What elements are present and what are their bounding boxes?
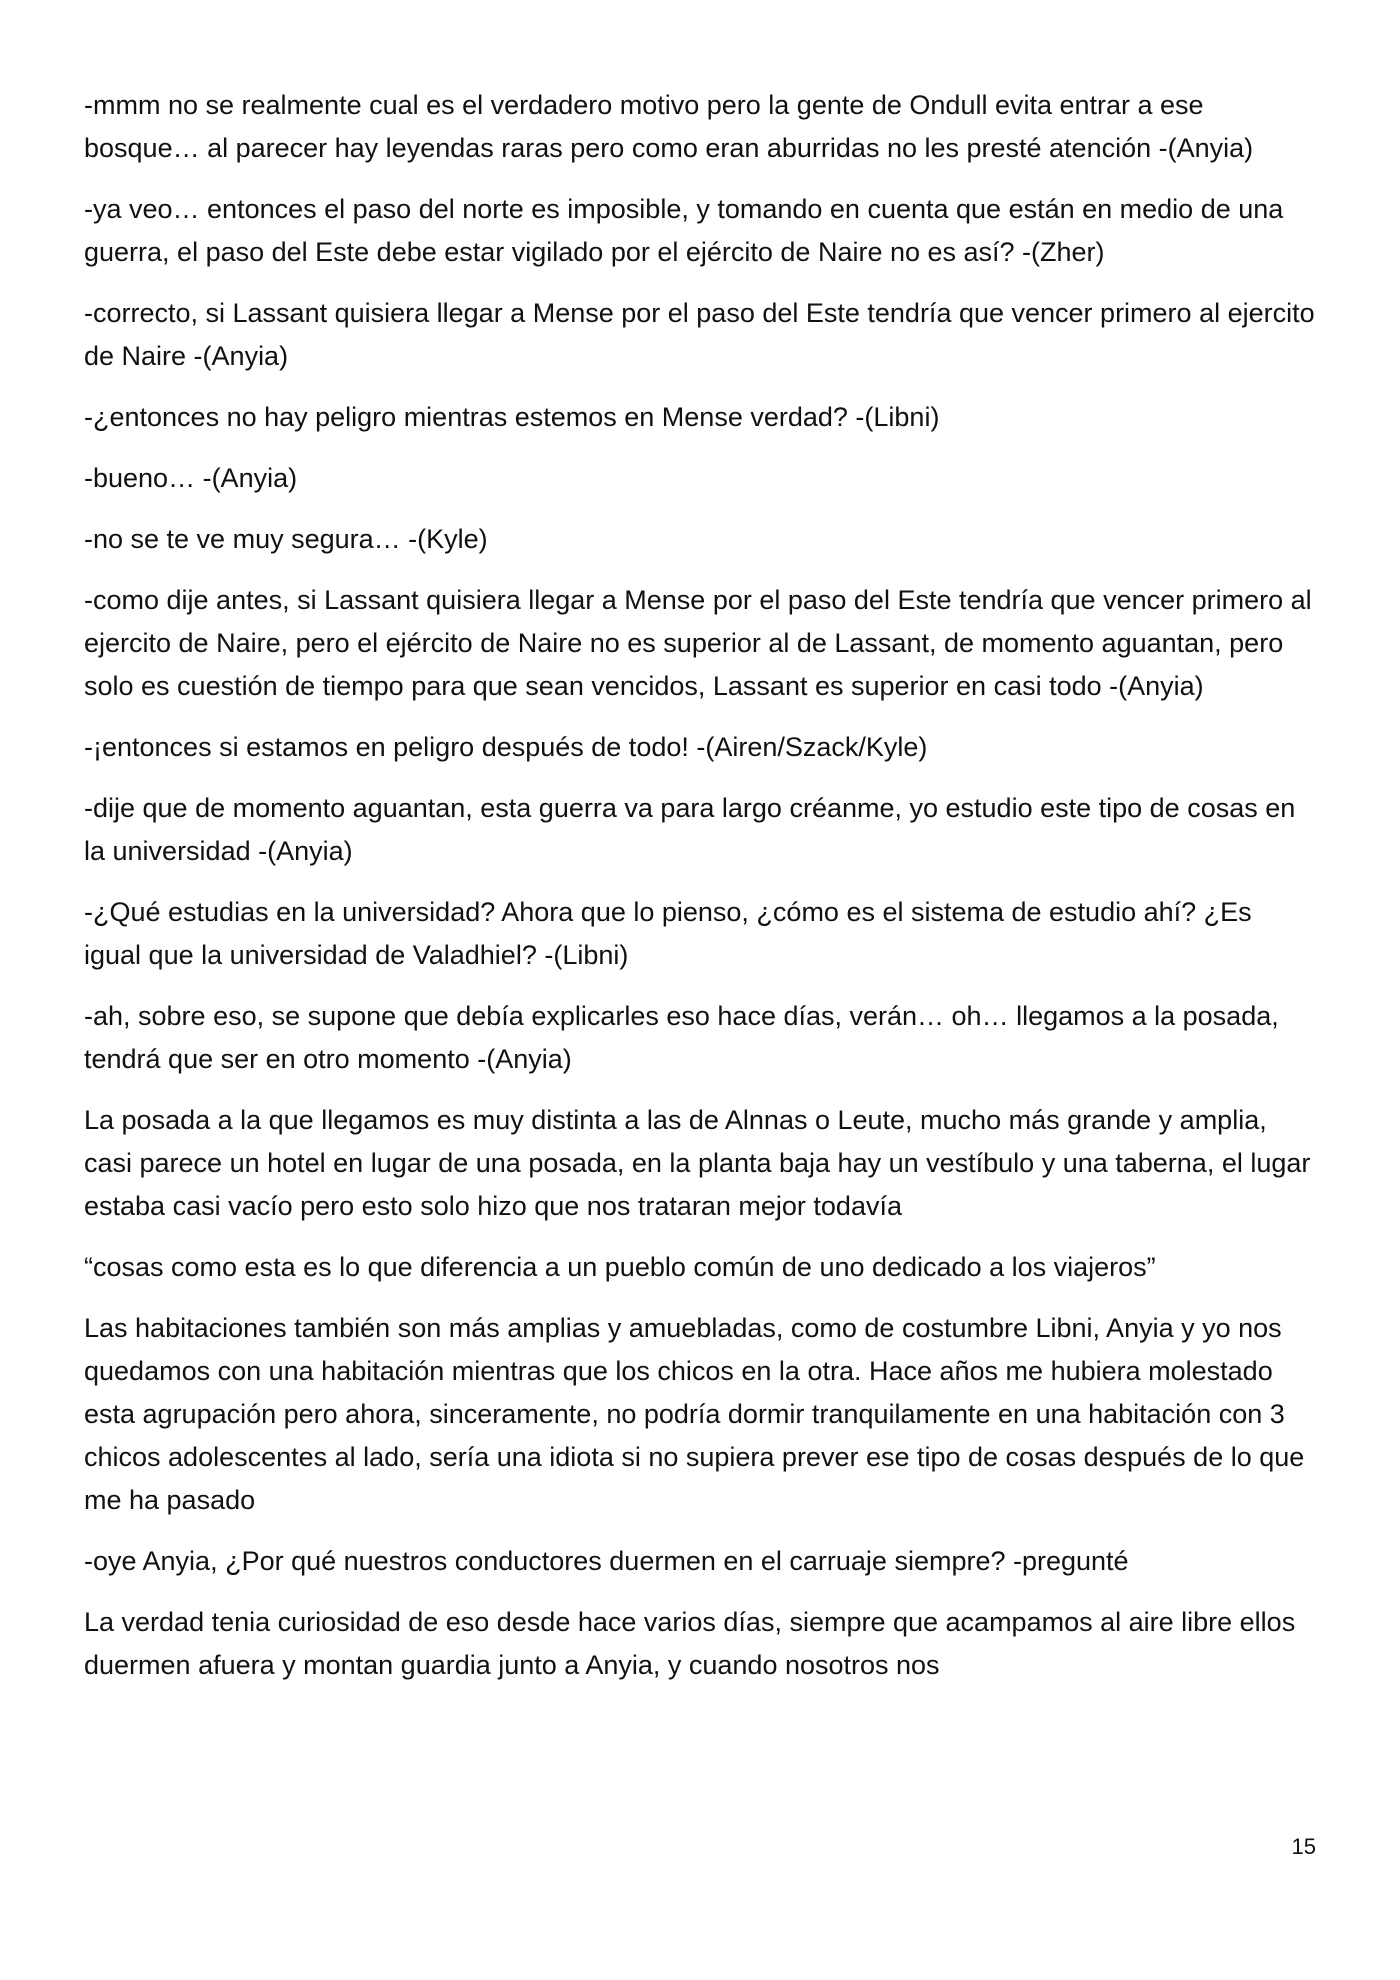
paragraph: -¿Qué estudias en la universidad? Ahora que lo pienso, ¿cómo es el sistema de estudio ahí? ¿Es igual que la universidad de Valadhiel? -(Libni) xyxy=(84,897,1252,970)
paragraph: “cosas como esta es lo que diferencia a un pueblo común de uno dedicado a los viajeros” xyxy=(84,1252,1156,1282)
paragraph: -¿entonces no hay peligro mientras estemos en Mense verdad? -(Libni) xyxy=(84,402,940,432)
paragraph: -oye Anyia, ¿Por qué nuestros conductores duermen en el carruaje siempre? -pregunté xyxy=(84,1546,1129,1576)
paragraph: -ya veo… entonces el paso del norte es imposible, y tomando en cuenta que están en medio de una guerra, el paso del Este debe estar vigilado por el ejército de Naire no es así? -(Zher) xyxy=(84,194,1284,267)
paragraph: -dije que de momento aguantan, esta guerra va para largo créanme, yo estudio este tipo de cosas en la universidad -(Anyia) xyxy=(84,793,1296,866)
paragraph: -mmm no se realmente cual es el verdadero motivo pero la gente de Ondull evita entrar a ese bosque… al parecer hay leyendas raras pero como eran aburridas no les presté atención -(Anyia) xyxy=(84,90,1254,163)
paragraph: -correcto, si Lassant quisiera llegar a Mense por el paso del Este tendría que vencer primero al ejercito de Naire -(Anyia) xyxy=(84,298,1315,371)
page-number: 15 xyxy=(1291,1834,1316,1859)
paragraph: -no se te ve muy segura… -(Kyle) xyxy=(84,524,488,554)
page-body-text xyxy=(84,84,1316,1705)
paragraph: La posada a la que llegamos es muy distinta a las de Alnnas o Leute, mucho más grande y amplia, casi parece un hotel en lugar de una posada, en la planta baja hay un vestíbulo y una taberna, el lugar estaba casi vacío pero esto solo hizo que nos trataran mejor todavía xyxy=(84,1105,1311,1221)
paragraph: La verdad tenia curiosidad de eso desde hace varios días, siempre que acampamos al aire libre ellos duermen afuera y montan guardia junto a Anyia, y cuando nosotros nos xyxy=(84,1607,1296,1680)
paragraph: -¡entonces si estamos en peligro después de todo! -(Airen/Szack/Kyle) xyxy=(84,732,928,762)
paragraph: Las habitaciones también son más amplias y amuebladas, como de costumbre Libni, Anyia y yo nos quedamos con una habitación mientras que los chicos en la otra. Hace años me hubiera molestado esta agrupación pero ahora, sinceramente, no podría dormir tranquilamente en una habitación con 3 chicos adolescentes al lado, sería una idiota si no supiera prever ese tipo de cosas después de lo que me ha pasado xyxy=(84,1313,1305,1515)
paragraph: -como dije antes, si Lassant quisiera llegar a Mense por el paso del Este tendría que vencer primero al ejercito de Naire, pero el ejército de Naire no es superior al de Lassant, de momento aguantan, pero solo es cuestión de tiempo para que sean vencidos, Lassant es superior en casi todo -(Anyia) xyxy=(84,585,1312,701)
paragraph: -ah, sobre eso, se supone que debía explicarles eso hace días, verán… oh… llegamos a la posada, tendrá que ser en otro momento -(Anyia) xyxy=(84,1001,1279,1074)
paragraph: -bueno… -(Anyia) xyxy=(84,463,298,493)
